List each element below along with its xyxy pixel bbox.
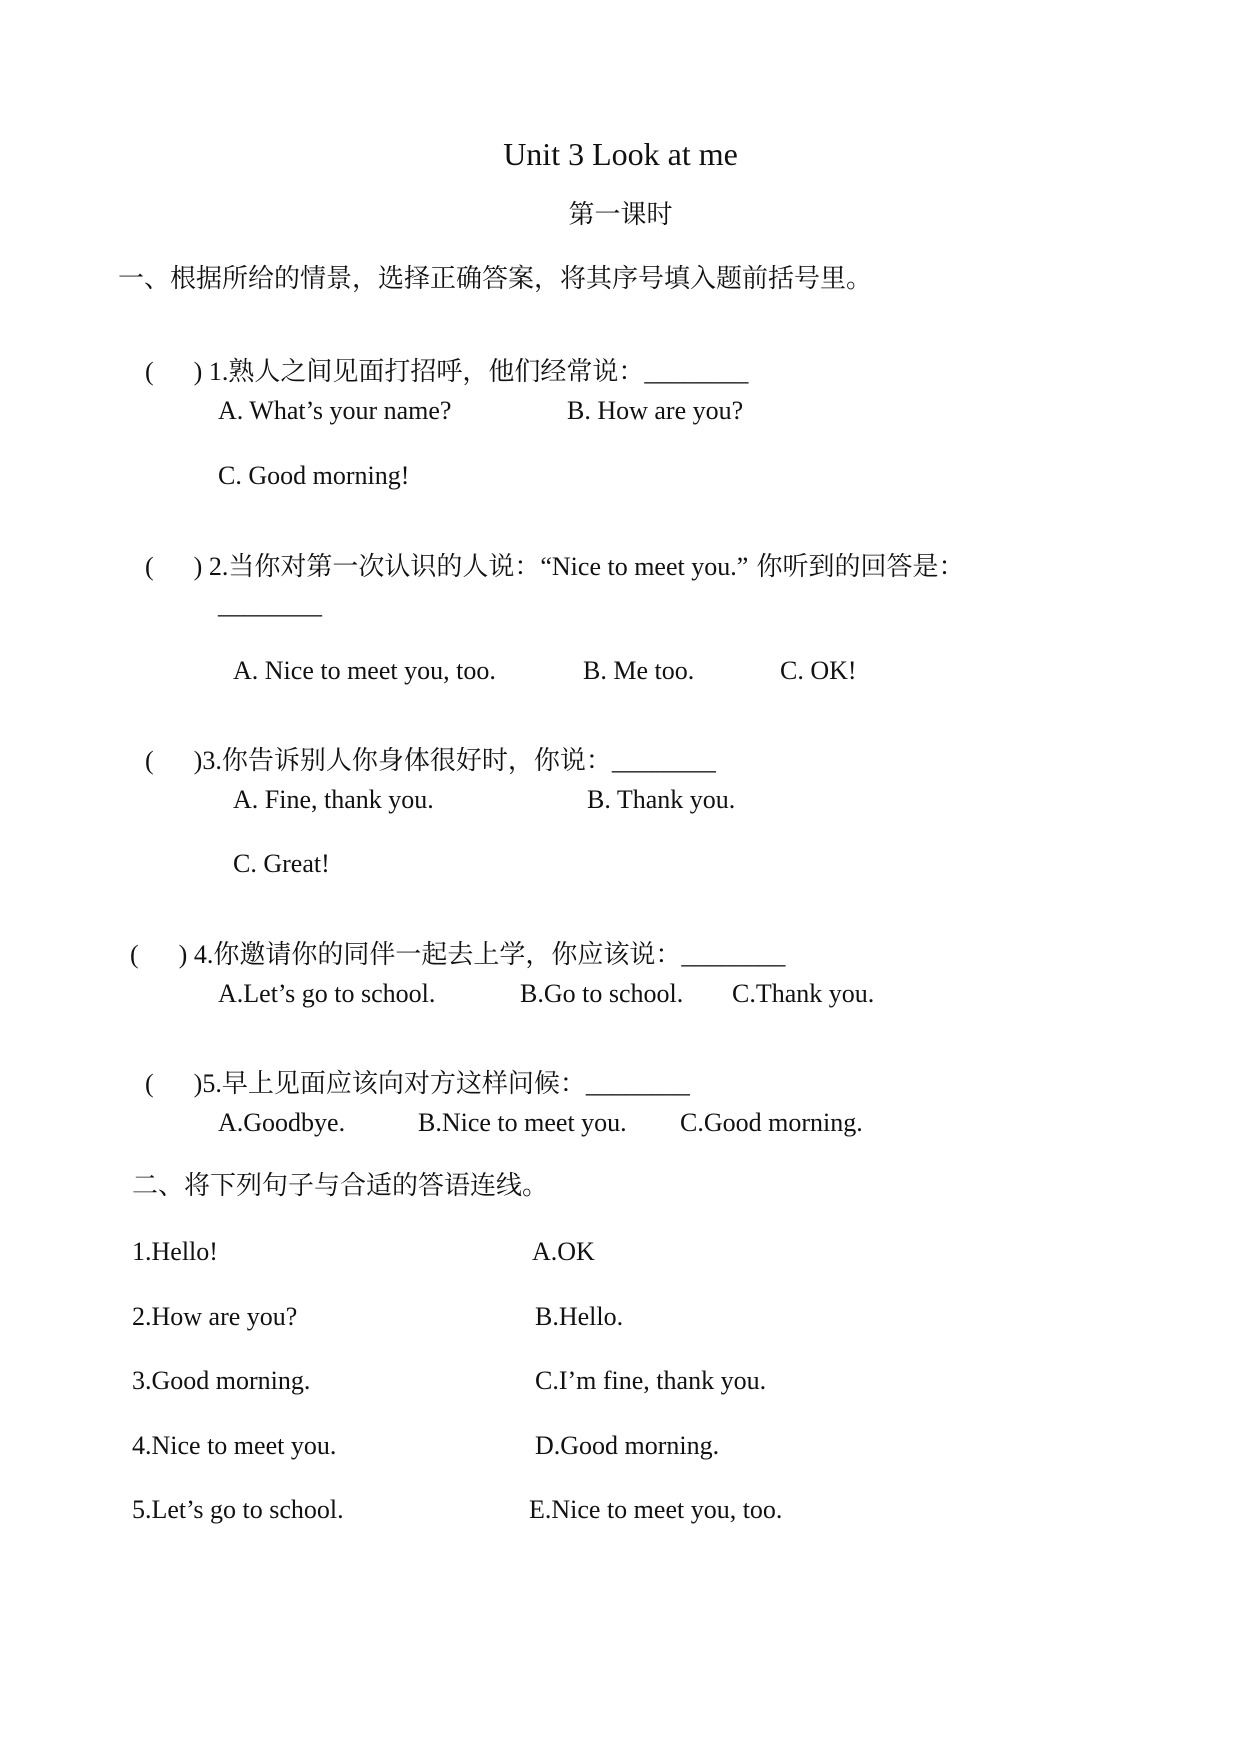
answer-paren-open: ( xyxy=(145,552,154,581)
option-b: B. How are you? xyxy=(567,396,744,425)
answer-blank: ________ xyxy=(218,590,322,619)
option-a: A.Let’s go to school. xyxy=(218,979,436,1008)
answer-blank: ________ xyxy=(611,746,716,775)
option-c: C.Thank you. xyxy=(732,979,875,1008)
match-left-item: 2.How are you? xyxy=(132,1302,298,1331)
option-b: B. Thank you. xyxy=(587,785,736,814)
option-b: B.Go to school. xyxy=(520,979,684,1008)
match-right-item: D.Good morning. xyxy=(535,1431,720,1460)
match-left-item: 4.Nice to meet you. xyxy=(132,1431,337,1460)
option-c: C.Good morning. xyxy=(680,1108,863,1137)
answer-paren-open: ( xyxy=(145,357,154,386)
option-b: B.Nice to meet you. xyxy=(418,1108,627,1137)
section-2-heading: 二、将下列句子与合适的答语连线。 xyxy=(132,1171,549,1201)
question-prompt: 你告诉别人你身体很好时，你说： xyxy=(221,746,612,776)
match-right-item: E.Nice to meet you, too. xyxy=(529,1495,783,1524)
match-right-item: A.OK xyxy=(532,1237,595,1266)
option-a: A. Fine, thank you. xyxy=(233,785,434,814)
match-right-item: B.Hello. xyxy=(535,1302,624,1331)
question-prompt: 熟人之间见面打招呼，他们经常说： xyxy=(228,357,645,387)
option-b: B. Me too. xyxy=(583,656,695,685)
match-left-item: 5.Let’s go to school. xyxy=(132,1495,344,1524)
answer-blank: ________ xyxy=(644,357,749,386)
answer-paren-open: ( xyxy=(145,1069,154,1098)
page-title: Unit 3 Look at me xyxy=(503,136,738,172)
match-right-item: C.I’m fine, thank you. xyxy=(535,1366,767,1395)
match-left-item: 1.Hello! xyxy=(132,1237,218,1266)
option-c: C. OK! xyxy=(780,656,857,685)
question-2 xyxy=(132,528,965,580)
answer-blank: ________ xyxy=(585,1069,690,1098)
question-prompt: 你邀请你的同伴一起去上学，你应该说： xyxy=(213,940,682,970)
option-c: C. Good morning! xyxy=(218,461,410,490)
match-left-item: 3.Good morning. xyxy=(132,1366,311,1395)
option-a: A.Goodbye. xyxy=(218,1108,346,1137)
question-number: )5. xyxy=(193,1069,222,1098)
question-quote: “Nice to meet you.” xyxy=(540,552,749,581)
question-prompt: 当你对第一次认识的人说： xyxy=(228,552,541,582)
question-number: )3. xyxy=(193,746,222,775)
section-1-heading: 一、根据所给的情景，选择正确答案，将其序号填入题前括号里。 xyxy=(118,264,873,294)
question-5 xyxy=(132,1045,690,1097)
option-c: C. Great! xyxy=(233,849,330,878)
option-a: A. What’s your name? xyxy=(218,396,452,425)
question-prompt-tail: 你听到的回答是： xyxy=(748,552,965,582)
option-a: A. Nice to meet you, too. xyxy=(233,656,496,685)
question-number: ) 2. xyxy=(193,552,229,581)
question-1 xyxy=(132,333,748,385)
answer-blank: ________ xyxy=(681,940,786,969)
question-prompt: 早上见面应该向对方这样问候： xyxy=(221,1069,586,1099)
answer-paren-open: ( xyxy=(130,940,139,969)
page-subtitle: 第一课时 xyxy=(568,200,673,230)
question-number: ) 1. xyxy=(193,357,229,386)
question-3 xyxy=(132,722,716,774)
question-number: ) 4. xyxy=(178,940,214,969)
answer-paren-open: ( xyxy=(145,746,154,775)
question-4 xyxy=(117,916,785,968)
